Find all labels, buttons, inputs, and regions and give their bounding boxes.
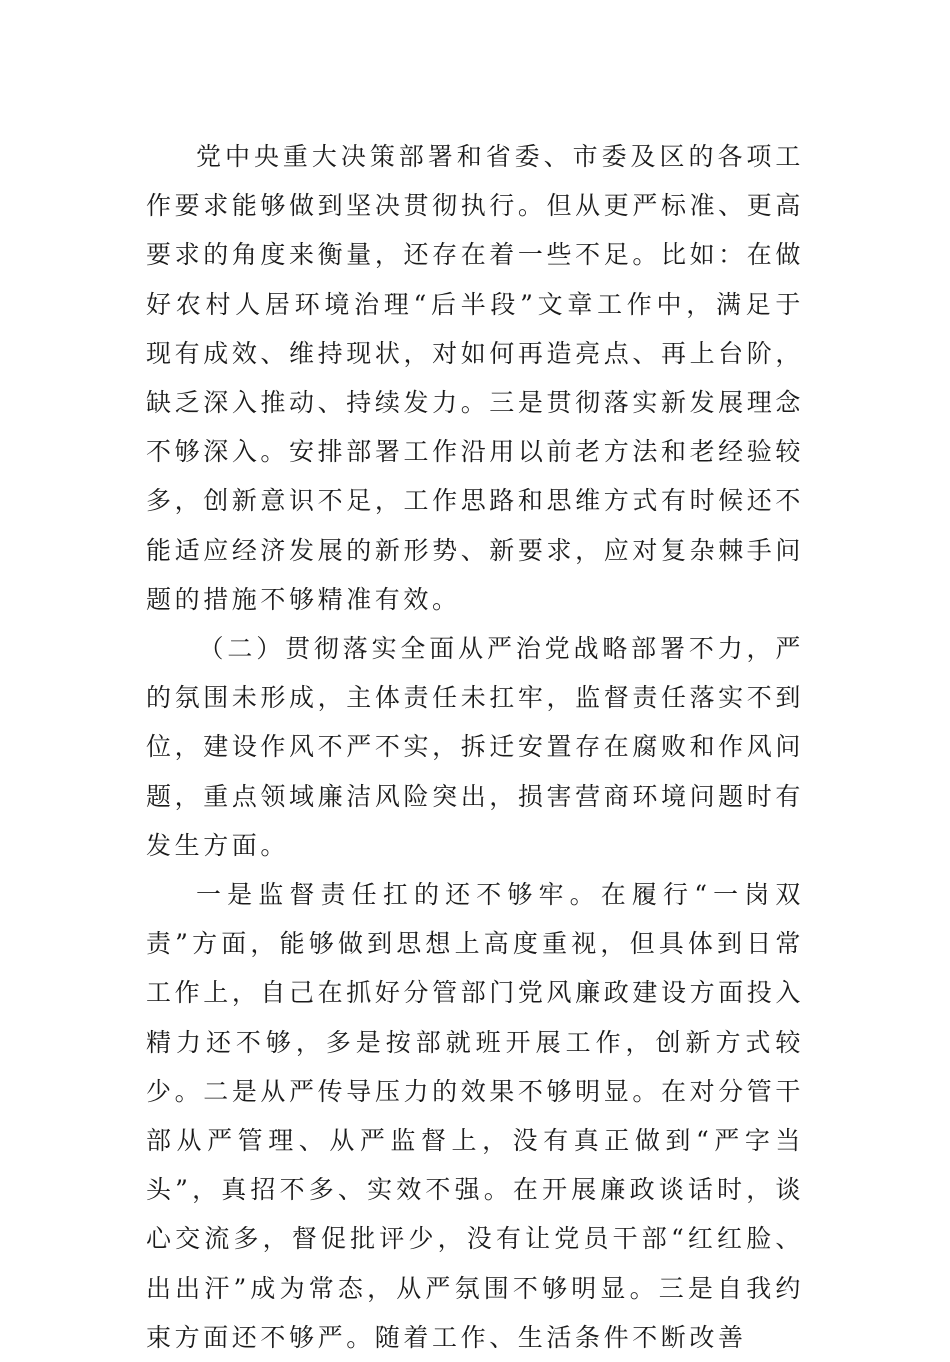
paragraph-continuation: 党中央重大决策部署和省委、市委及区的各项工作要求能够做到坚决贯彻执行。但从更严标准、更高要求的角度来衡量，还存在着一些不足。比如：在做好农村人居环境治理“后半段”文章工作中，满足于现有成效、维持现状，对如何再造亮点、再上台阶，缺乏深入推动、持续发力。三是贯彻落实新发展理念不够深入。安排部署工作沿用以前老方法和老经验较多，创新意识不足，工作思路和思维方式有时候还不能适应经济发展的新形势、新要求，应对复杂棘手问题的措施不够精准有效。 <box>146 142 804 614</box>
paragraph-section-heading: （二）贯彻落实全面从严治党战略部署不力，严的氛围未形成，主体责任未扛牢，监督责任落实不到位，建设作风不严不实，拆迁安置存在腐败和作风问题，重点领域廉洁风险突出，损害营商环境问题时有发生方面。 <box>146 634 804 860</box>
paragraph-body: 一是监督责任扛的还不够牢。在履行“一岗双责”方面，能够做到思想上高度重视，但具体到日常工作上，自己在抓好分管部门党风廉政建设方面投入精力还不够，多是按部就班开展工作，创新方式较少。二是从严传导压力的效果不够明显。在对分管干部从严管理、从严监督上，没有真正做到“严字当头”，真招不多、实效不强。在开展廉政谈话时，谈心交流多，督促批评少，没有让党员干部“红红脸、出出汗”成为常态，从严氛围不够明显。三是自我约束方面还不够严。随着工作、生活条件不断改善 <box>146 880 804 1352</box>
document-body <box>146 132 804 1362</box>
